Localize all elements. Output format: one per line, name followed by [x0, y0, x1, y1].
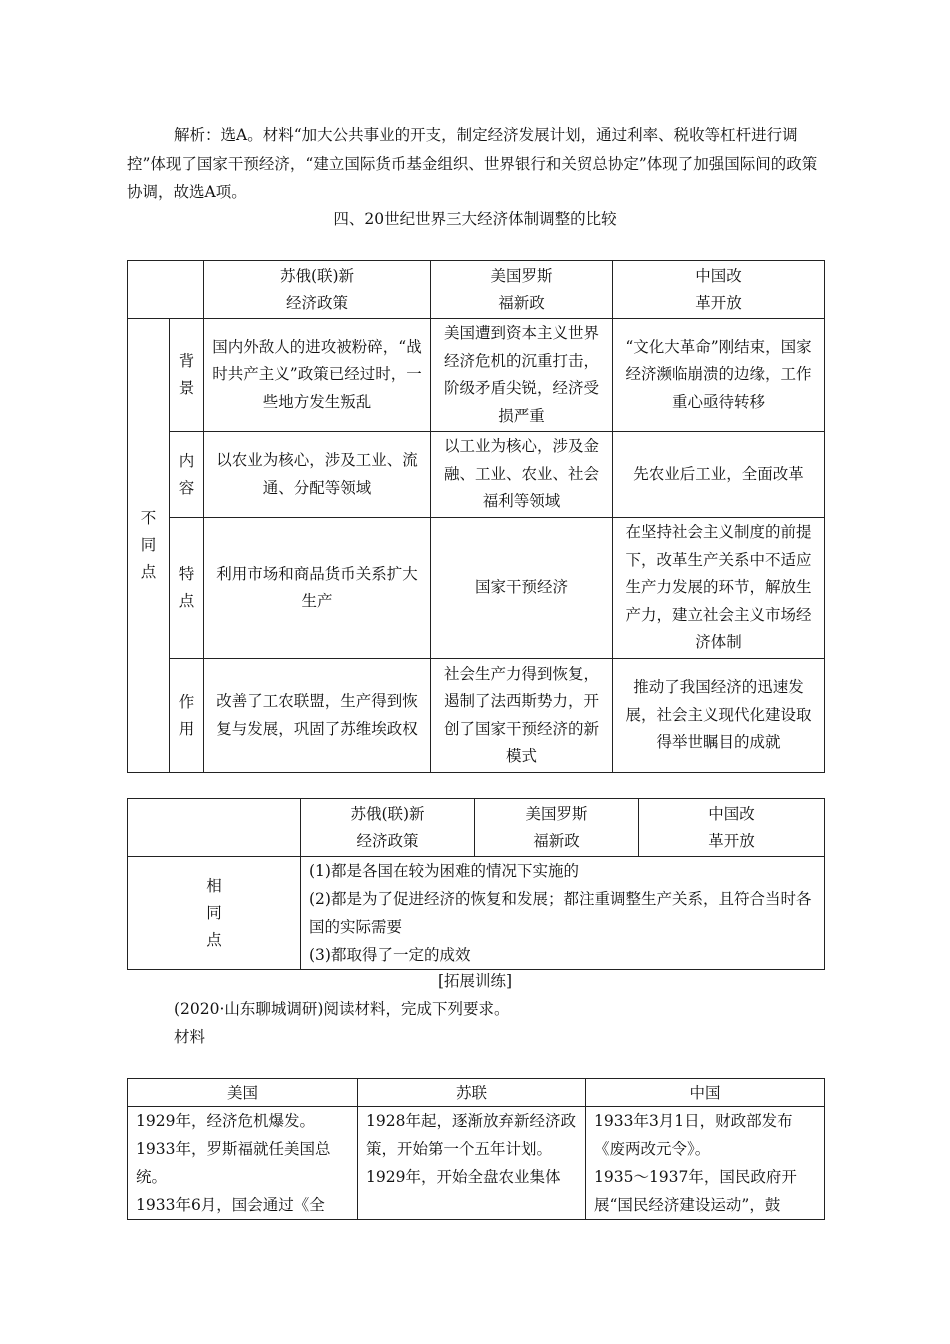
table-cell: 国家干预经济 — [431, 518, 613, 659]
section-title: 四、20世纪世界三大经济体制调整的比较 — [333, 210, 617, 228]
list-item: 1928年起，逐渐放弃新经济政策，开始第一个五年计划。 — [366, 1112, 576, 1158]
header-usa: 美国罗斯 福新政 — [431, 261, 613, 319]
table-row-content — [128, 432, 825, 518]
header-usa: 美国罗斯 福新政 — [475, 799, 639, 857]
material-label: 材料 — [174, 1028, 206, 1046]
row-label: 内容 — [170, 432, 204, 518]
table-cell-ussr — [358, 1107, 586, 1220]
list-item: 1935～1937年，国民政府开展“国民经济建设运动”，鼓 — [594, 1168, 797, 1214]
corner-cell — [128, 261, 204, 319]
header-soviet: 苏俄(联)新 经济政策 — [204, 261, 431, 319]
row-label: 特点 — [170, 518, 204, 659]
list-item: 1929年，经济危机爆发。 — [136, 1112, 315, 1130]
table-row — [128, 1107, 825, 1220]
row-label-similarities: 相同点 — [128, 857, 301, 970]
group-label-differences: 不同点 — [128, 319, 170, 773]
analysis-paragraph: 解析：选A。材料“加大公共事业的开支，制定经济发展计划，通过利率、税收等杠杆进行调控”体现了国家干预经济，“建立国际货币基金组织、世界银行和关贸总协定”体现了加强国际间的政策协调，故选A项。 — [127, 126, 818, 201]
row-label: 作用 — [170, 659, 204, 773]
training-title: [拓展训练] — [437, 972, 513, 990]
header-ussr: 苏联 — [358, 1079, 586, 1107]
table-cell: 利用市场和商品货币关系扩大生产 — [204, 518, 431, 659]
list-item: (2)都是为了促进经济的恢复和发展；都注重调整生产关系，且符合当时各国的实际需要 — [309, 890, 812, 936]
list-item: 1929年，开始全盘农业集体 — [366, 1168, 561, 1186]
header-china: 中国 — [586, 1079, 825, 1107]
table-cell: 国内外敌人的进攻被粉碎，“战时共产主义”政策已经过时，一些地方发生叛乱 — [204, 319, 431, 432]
question-intro: (2020·山东聊城调研)阅读材料，完成下列要求。 — [174, 1000, 510, 1018]
table-cell: 在坚持社会主义制度的前提下，改革生产关系中不适应生产力发展的环节，解放生产力，建立社会主义市场经济体制 — [613, 518, 825, 659]
table-row-similarities — [128, 857, 825, 970]
header-china: 中国改 革开放 — [613, 261, 825, 319]
table-cell: 改善了工农联盟，生产得到恢复与发展，巩固了苏维埃政权 — [204, 659, 431, 773]
list-item: 1933年3月1日，财政部发布《废两改元令》。 — [594, 1112, 793, 1158]
list-item: 1933年6月，国会通过《全 — [136, 1196, 325, 1214]
list-item: 1933年，罗斯福就任美国总统。 — [136, 1140, 331, 1186]
list-item: (1)都是各国在较为困难的情况下实施的 — [309, 862, 579, 880]
table-cell: 推动了我国经济的迅速发展，社会主义现代化建设取得举世瞩目的成就 — [613, 659, 825, 773]
table-cell-china — [586, 1107, 825, 1220]
corner-cell — [128, 799, 301, 857]
table-cell: 美国遭到资本主义世界经济危机的沉重打击，阶级矛盾尖锐，经济受损严重 — [431, 319, 613, 432]
similarities-list — [301, 857, 825, 970]
comparison-table-differences — [127, 260, 825, 773]
material-table — [127, 1078, 825, 1220]
table-cell: 社会生产力得到恢复，遏制了法西斯势力，开创了国家干预经济的新模式 — [431, 659, 613, 773]
header-china: 中国改 革开放 — [639, 799, 825, 857]
header-soviet: 苏俄(联)新 经济政策 — [301, 799, 475, 857]
table-row-features — [128, 518, 825, 659]
table-cell: 先农业后工业，全面改革 — [613, 432, 825, 518]
table-cell: 以工业为核心，涉及金融、工业、农业、社会福利等领域 — [431, 432, 613, 518]
table-row-background — [128, 319, 825, 432]
table-row-effect — [128, 659, 825, 773]
comparison-table-similarities — [127, 798, 825, 970]
table-cell: 以农业为核心，涉及工业、流通、分配等领域 — [204, 432, 431, 518]
table-cell: “文化大革命”刚结束，国家经济濒临崩溃的边缘，工作重心亟待转移 — [613, 319, 825, 432]
table-cell-usa — [128, 1107, 358, 1220]
list-item: (3)都取得了一定的成效 — [309, 946, 471, 964]
header-usa: 美国 — [128, 1079, 358, 1107]
row-label: 背景 — [170, 319, 204, 432]
